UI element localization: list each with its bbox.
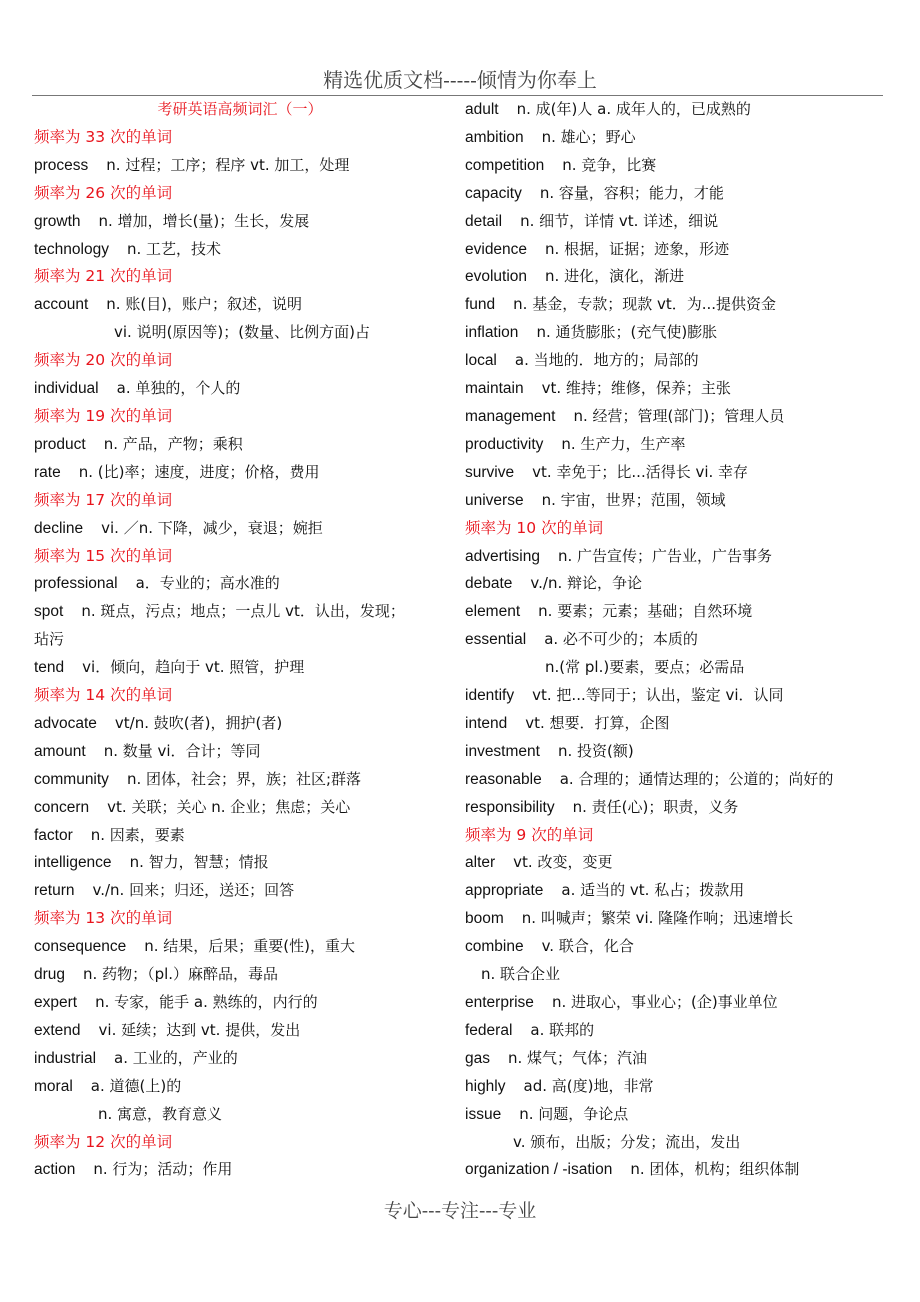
vocab-word: growth <box>34 212 81 230</box>
vocab-definition: a. 适当的 vt. 私占；拨款用 <box>561 881 745 900</box>
vocab-entry <box>465 905 885 933</box>
vocab-definition: vt. 幸免于；比...活得长 vi. 幸存 <box>532 462 749 481</box>
vocab-definition: n. 因素，要素 <box>90 825 185 844</box>
vocab-entry <box>34 989 446 1017</box>
vocab-word: product <box>34 435 86 453</box>
right-column <box>465 96 885 1184</box>
vocab-entry <box>465 236 885 264</box>
vocab-definition: n. 结果，后果；重要(性)，重大 <box>144 937 355 956</box>
vocab-entry <box>34 654 446 682</box>
vocab-definition: n. 账(目)，账户；叙述，说明 <box>106 295 303 314</box>
vocab-definition: n. 问题，争论点 <box>519 1104 629 1123</box>
vocab-entry <box>34 236 446 264</box>
vocab-definition: vt/n. 鼓吹(者)，拥护(者) <box>114 713 283 732</box>
frequency-heading: 频率为 20 次的单词 <box>34 351 173 370</box>
vocab-word: consequence <box>34 938 127 956</box>
vocab-entry <box>465 459 885 487</box>
vocab-entry <box>34 849 446 877</box>
vocab-entry <box>34 877 446 905</box>
vocab-word: identify <box>465 687 515 705</box>
vocab-word: reasonable <box>465 770 542 788</box>
page-header: 精选优质文档-----倾情为你奉上 <box>323 68 597 92</box>
vocab-entry <box>465 933 885 961</box>
vocab-definition: n. 增加，增长(量)；生长，发展 <box>98 211 310 230</box>
vocab-definition: n. 生产力，生产率 <box>561 434 686 453</box>
vocab-definition: n. 进化，演化，渐进 <box>545 267 685 286</box>
frequency-heading: 频率为 13 次的单词 <box>34 909 173 928</box>
vocab-entry <box>465 682 885 710</box>
vocab-word: combine <box>465 938 524 956</box>
vocab-word: tend <box>34 659 65 677</box>
vocab-entry <box>34 822 446 850</box>
vocab-word: maintain <box>465 380 524 398</box>
vocab-definition: vi．倾向，趋向于 vt. 照管，护理 <box>82 658 305 677</box>
vocab-definition: n. 成(年)人 a. 成年人的，已成熟的 <box>516 100 751 118</box>
vocab-definition: n. 专家，能手 a. 熟练的，内行的 <box>95 993 318 1011</box>
frequency-heading: 频率为 26 次的单词 <box>34 183 173 202</box>
vocab-definition: a. 联邦的 <box>530 1020 595 1039</box>
vocab-definition: v./n. 辩论，争论 <box>530 574 642 593</box>
vocab-definition: a. 必不可少的；本质的 <box>544 630 698 649</box>
vocab-definition-continued: vi. 说明(原因等)；(数量、比例方面)占 <box>114 323 370 342</box>
vocab-definition: n. 雄心；野心 <box>541 127 636 146</box>
vocab-word: individual <box>34 380 99 398</box>
vocab-word: capacity <box>465 184 522 202</box>
vocab-word: intend <box>465 714 508 732</box>
vocab-word: federal <box>465 1021 513 1039</box>
vocab-definition: n. 广告宣传；广告业，广告事务 <box>557 546 773 565</box>
vocab-definition: n. 过程；工序；程序 vt. 加工，处理 <box>106 155 350 174</box>
frequency-heading: 频率为 17 次的单词 <box>34 490 173 509</box>
vocab-entry <box>465 1101 885 1129</box>
vocab-entry <box>34 738 446 766</box>
frequency-heading: 频率为 14 次的单词 <box>34 686 173 705</box>
vocab-word: debate <box>465 575 513 593</box>
vocab-word: inflation <box>465 324 519 342</box>
vocab-entry <box>465 180 885 208</box>
vocab-word: process <box>34 156 89 174</box>
vocab-entry <box>465 152 885 180</box>
vocab-definition: n. 药物；（pl.）麻醉品，毒品 <box>83 965 279 984</box>
vocab-definition: v. 联合，化合 <box>541 937 634 956</box>
vocab-entry <box>465 570 885 598</box>
vocab-definition-continued: n. 寓意，教育意义 <box>98 1104 223 1123</box>
vocab-definition: a. 工业的，产业的 <box>114 1048 238 1067</box>
frequency-heading: 频率为 15 次的单词 <box>34 546 173 565</box>
vocab-definition: ad. 高(度)地，非常 <box>523 1076 654 1095</box>
vocab-word: amount <box>34 742 86 760</box>
vocab-entry <box>34 710 446 738</box>
vocab-entry <box>465 543 885 571</box>
document-title: 考研英语高频词汇（一） <box>157 100 323 118</box>
vocab-definition: n. 投资(额) <box>557 741 634 760</box>
vocab-word: essential <box>465 631 527 649</box>
vocab-word: concern <box>34 798 90 816</box>
vocab-word: management <box>465 407 556 425</box>
vocab-entry <box>465 877 885 905</box>
vocab-word: boom <box>465 910 504 928</box>
vocab-entry <box>465 1073 885 1101</box>
vocab-definition: n. 容量，容积；能力，才能 <box>539 183 724 202</box>
vocab-definition: n. 团体，社会；界，族；社区;群落 <box>126 769 362 788</box>
vocab-word: technology <box>34 240 109 258</box>
vocab-definition-continued: 玷污 <box>34 630 65 649</box>
vocab-definition: a. 单独的，个人的 <box>116 379 241 398</box>
vocab-entry <box>34 152 446 180</box>
vocab-word: return <box>34 882 75 900</box>
vocab-word: evidence <box>465 240 528 258</box>
vocab-definition: n. 细节，详情 vt. 详述，细说 <box>520 211 719 230</box>
vocab-entry <box>34 1045 446 1073</box>
vocab-definition: n. 进取心，事业心；(企)事业单位 <box>551 993 778 1011</box>
vocab-definition-continued: n.(常 pl.)要素，要点；必需品 <box>545 658 745 677</box>
vocab-word: action <box>34 1161 76 1179</box>
vocab-word: appropriate <box>465 882 544 900</box>
vocab-entry <box>465 291 885 319</box>
vocab-definition: vt. 关联；关心 n. 企业；焦虑；关心 <box>107 797 351 816</box>
vocab-entry <box>34 598 446 626</box>
vocab-definition: vi. 延续；达到 vt. 提供，发出 <box>98 1020 301 1039</box>
vocab-definition: a．专业的；高水准的 <box>135 574 280 593</box>
vocab-definition: n. 经营；管理(部门)；管理人员 <box>573 406 785 425</box>
frequency-heading: 频率为 10 次的单词 <box>465 518 604 537</box>
vocab-definition: vt. 想要．打算，企图 <box>525 713 670 732</box>
vocab-definition: n. 行为；活动；作用 <box>93 1160 233 1179</box>
vocab-word: detail <box>465 212 503 230</box>
vocab-word: investment <box>465 742 540 760</box>
vocab-definition: a. 道德(上)的 <box>90 1076 182 1095</box>
vocab-definition: vt. 改变，变更 <box>513 853 613 872</box>
vocab-definition: a. 合理的；通情达理的；公道的；尚好的 <box>559 769 834 788</box>
vocab-word: element <box>465 603 521 621</box>
vocab-entry <box>465 1017 885 1045</box>
vocab-entry <box>465 431 885 459</box>
vocab-definition: n. 数量 vi．合计；等同 <box>103 741 261 760</box>
vocab-definition: n. 通货膨胀；(充气使)膨胀 <box>536 323 718 342</box>
vocab-definition: n. 煤气；气体；汽油 <box>508 1048 648 1067</box>
vocab-entry <box>34 570 446 598</box>
vocab-entry <box>465 849 885 877</box>
vocab-word: ambition <box>465 128 524 146</box>
vocab-entry <box>465 347 885 375</box>
frequency-heading: 频率为 19 次的单词 <box>34 406 173 425</box>
vocab-entry <box>34 961 446 989</box>
vocab-word: gas <box>465 1049 490 1067</box>
frequency-heading: 频率为 12 次的单词 <box>34 1132 173 1151</box>
vocab-word: survive <box>465 463 515 481</box>
vocab-entry <box>34 459 446 487</box>
vocab-word: drug <box>34 966 66 984</box>
vocab-word: local <box>465 352 497 370</box>
vocab-word: evolution <box>465 268 528 286</box>
vocab-entry <box>34 794 446 822</box>
vocab-word: extend <box>34 1021 81 1039</box>
vocab-definition: n. 叫喊声；繁荣 vi. 隆隆作响；迅速增长 <box>521 909 794 928</box>
vocab-entry <box>465 375 885 403</box>
vocab-word: highly <box>465 1077 506 1095</box>
vocab-entry <box>465 263 885 291</box>
vocab-entry <box>465 124 885 152</box>
vocab-word: expert <box>34 994 78 1011</box>
vocab-entry <box>34 1156 446 1184</box>
vocab-word: productivity <box>465 435 544 453</box>
vocab-definition: n. 斑点，污点；地点；一点儿 vt．认出，发现； <box>81 602 405 621</box>
vocab-word: advertising <box>465 547 540 565</box>
vocab-definition: n. 工艺，技术 <box>126 239 222 258</box>
vocab-word: issue <box>465 1105 502 1123</box>
vocab-entry <box>465 208 885 236</box>
vocab-entry <box>465 598 885 626</box>
vocab-word: universe <box>465 491 524 509</box>
vocab-entry <box>34 933 446 961</box>
vocab-definition: n. 智力，智慧；情报 <box>129 853 269 872</box>
vocab-word: factor <box>34 826 73 844</box>
vocab-word: decline <box>34 519 84 537</box>
vocab-word: responsibility <box>465 798 555 816</box>
vocab-word: alter <box>465 854 496 872</box>
vocab-entry <box>465 989 885 1017</box>
vocab-entry <box>465 487 885 515</box>
vocab-entry <box>34 766 446 794</box>
vocab-definition: n. 根据，证据；迹象，形迹 <box>545 239 730 258</box>
vocab-entry <box>465 1156 885 1184</box>
vocab-definition: n. 责任(心)；职责，义务 <box>572 797 739 816</box>
vocab-definition: n. 基金，专款；现款 vt．为...提供资金 <box>513 295 777 314</box>
vocab-entry <box>34 1073 446 1101</box>
vocab-word: intelligence <box>34 854 112 872</box>
vocab-entry <box>465 794 885 822</box>
vocab-definition: vi. ／n. 下降，减少，衰退；婉拒 <box>101 518 323 537</box>
vocab-entry <box>34 515 446 543</box>
frequency-heading: 频率为 9 次的单词 <box>465 825 594 844</box>
vocab-definition-continued: n. 联合企业 <box>481 965 561 984</box>
vocab-entry <box>465 710 885 738</box>
vocab-word: moral <box>34 1077 73 1095</box>
vocab-word: organization / -isation <box>465 1161 613 1179</box>
page-footer: 专心---专注---专业 <box>383 1200 537 1222</box>
vocab-word: enterprise <box>465 994 534 1011</box>
vocab-word: fund <box>465 296 496 314</box>
vocab-entry <box>34 291 446 319</box>
vocab-definition: n. 宇宙，世界；范围，领域 <box>541 490 726 509</box>
vocab-definition: v./n. 回来；归还，送还；回答 <box>92 881 295 900</box>
vocab-word: professional <box>34 575 118 593</box>
vocab-entry <box>465 319 885 347</box>
vocab-entry <box>34 431 446 459</box>
vocab-entry <box>465 403 885 431</box>
vocab-definition: vt. 维持；维修，保养；主张 <box>541 379 731 398</box>
vocab-definition: n. 要素；元素；基础；自然环境 <box>538 602 753 621</box>
vocab-entry <box>34 208 446 236</box>
vocab-definition: a. 当地的．地方的；局部的 <box>514 351 699 370</box>
vocab-word: account <box>34 296 89 314</box>
vocab-word: community <box>34 770 109 788</box>
vocab-definition: n. (比)率；速度，进度；价格，费用 <box>78 462 320 481</box>
vocab-entry <box>465 738 885 766</box>
vocab-entry <box>34 375 446 403</box>
vocab-word: spot <box>34 603 64 621</box>
vocab-entry <box>34 1017 446 1045</box>
frequency-heading: 频率为 21 次的单词 <box>34 267 173 286</box>
vocab-definition-continued: v. 颁布，出版；分发；流出，发出 <box>513 1132 741 1151</box>
vocab-entry <box>465 96 885 124</box>
vocab-word: competition <box>465 156 545 174</box>
left-column <box>34 96 446 1184</box>
vocab-definition: n. 竞争，比赛 <box>562 155 657 174</box>
vocab-definition: vt. 把...等同于；认出，鉴定 vi．认同 <box>532 686 784 705</box>
frequency-heading: 频率为 33 次的单词 <box>34 127 173 146</box>
vocab-word: rate <box>34 463 61 481</box>
vocab-entry <box>465 766 885 794</box>
vocab-definition: n. 团体，机构；组织体制 <box>630 1160 800 1179</box>
vocab-word: industrial <box>34 1049 97 1067</box>
vocab-word: advocate <box>34 714 97 732</box>
vocab-entry <box>465 1045 885 1073</box>
vocab-word: adult <box>465 101 499 118</box>
vocab-entry <box>465 626 885 654</box>
vocab-definition: n. 产品，产物；乘积 <box>103 434 243 453</box>
